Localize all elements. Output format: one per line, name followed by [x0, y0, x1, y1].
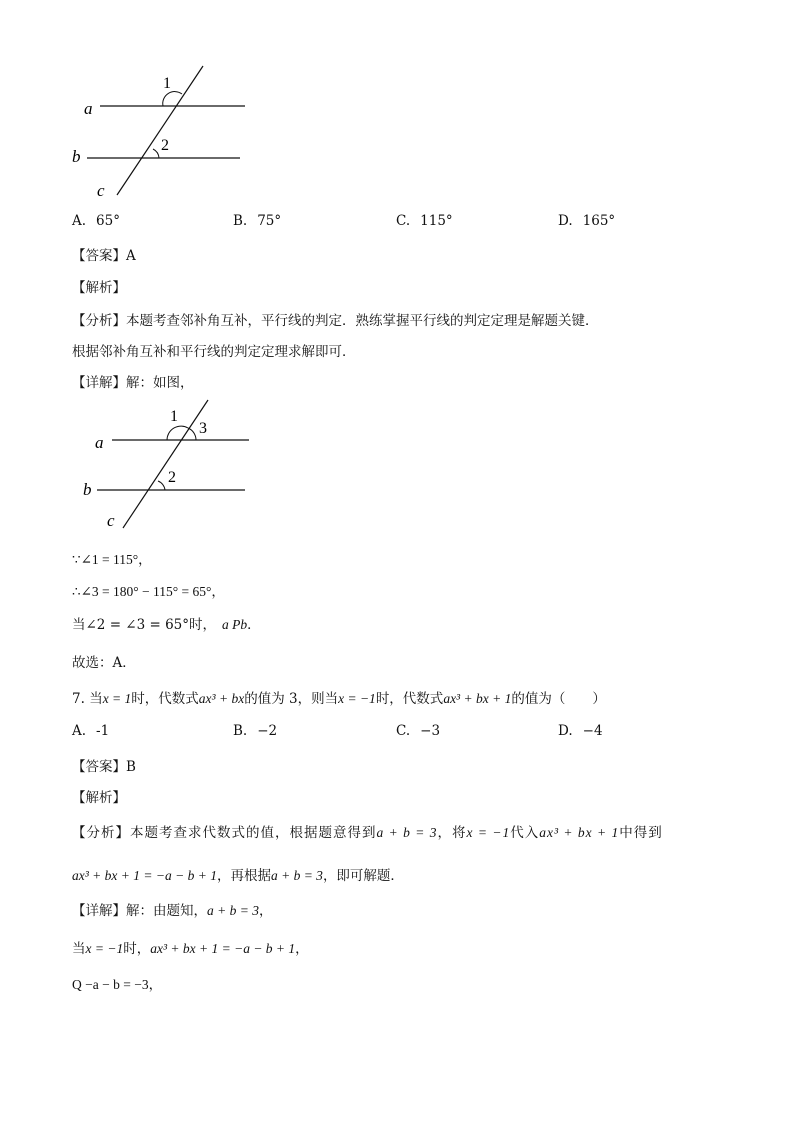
- line-c: [117, 66, 203, 195]
- option-c: C. 115°: [396, 213, 453, 229]
- label-c: c: [107, 511, 115, 530]
- angle-2-arc: [158, 481, 165, 490]
- label-c: c: [97, 181, 105, 200]
- answer-line: 【答案】A: [72, 248, 136, 264]
- fenxi-line-2: ax³ + bx + 1 = −a − b + 1，再根据a + b = 3，即可解题．: [72, 868, 404, 884]
- option-a: A. -1: [72, 723, 110, 739]
- angle-3-arc: [188, 428, 196, 440]
- label-b: b: [72, 147, 81, 166]
- figure-parallel-lines-2: [75, 395, 260, 533]
- choose-line: 故选：A．: [72, 655, 136, 671]
- option-b: B. 75°: [233, 213, 282, 229]
- label-2: 2: [168, 469, 176, 486]
- fenxi-line: 【分析】本题考查邻补角互补，平行线的判定．熟练掌握平行线的判定定理是解题关键．: [72, 313, 599, 329]
- step-2: ∴∠3 = 180° − 115° = 65°，: [72, 584, 225, 599]
- fenxi-line-2: 根据邻补角互补和平行线的判定定理求解即可．: [72, 344, 356, 360]
- option-d: D. 165°: [558, 213, 616, 229]
- option-c: C. −3: [396, 723, 441, 739]
- line-c: [123, 400, 208, 528]
- angle-1-arc: [163, 92, 182, 106]
- step-1: 当x = −1时，ax³ + bx + 1 = −a − b + 1，: [72, 941, 309, 957]
- analysis-tag: 【解析】: [72, 280, 126, 296]
- label-2: 2: [161, 137, 169, 154]
- detail-line: 【详解】解：由题知，a + b = 3，: [72, 903, 273, 919]
- step-1: ∵∠1 = 115°，: [72, 552, 152, 567]
- angle-1-arc: [167, 426, 188, 440]
- option-b: B. −2: [233, 723, 278, 739]
- detail-line: 【详解】解：如图，: [72, 375, 194, 391]
- option-d: D. −4: [558, 723, 603, 739]
- answer-line: 【答案】B: [72, 759, 136, 775]
- label-b: b: [83, 480, 92, 499]
- label-a: a: [95, 433, 104, 452]
- label-a: a: [84, 99, 93, 118]
- fenxi-line-1: 【分析】本题考查求代数式的值，根据题意得到a + b = 3，将x = −1代入ax³ + bx + 1中得到: [72, 825, 663, 841]
- angle-2-arc: [153, 149, 159, 158]
- option-a: A. 65°: [72, 213, 120, 229]
- figure-parallel-lines-1: [60, 58, 260, 203]
- analysis-tag: 【解析】: [72, 790, 126, 806]
- step-3: 当∠2 = ∠3 = 65°时， a Pb．: [72, 617, 261, 633]
- label-3: 3: [199, 420, 207, 437]
- label-1: 1: [163, 75, 171, 92]
- label-1: 1: [170, 408, 178, 425]
- step-2: Q −a − b = −3，: [72, 977, 163, 992]
- question-7: 7. 当x = 1时，代数式ax³ + bx的值为 3，则当x = −1时，代数式ax³ + bx + 1的值为（ ）: [72, 691, 606, 707]
